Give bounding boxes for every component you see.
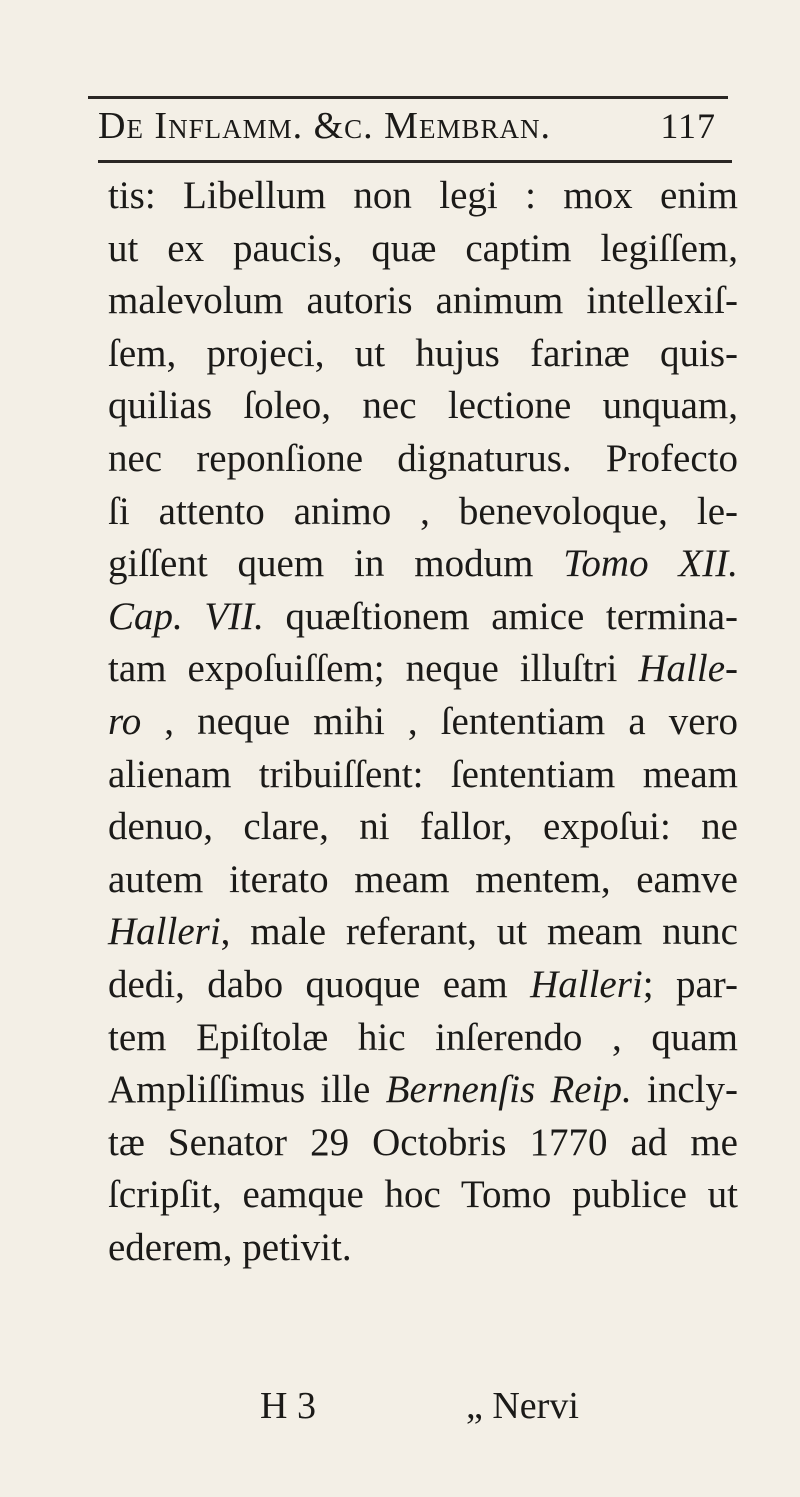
- running-head: De Inflamm. &c. Membran.: [98, 105, 551, 147]
- text-line: [108, 1012, 738, 1065]
- text-span: autem iterato meam mentem, eamve: [108, 857, 738, 901]
- text-line: [108, 1169, 738, 1222]
- text-span: ederem, petivit.: [108, 1225, 352, 1269]
- text-span: ſem, projeci, ut hujus farinæ quis-: [108, 331, 738, 375]
- text-span: nec reponſione dignaturus. Profecto: [108, 436, 738, 480]
- italic-name: ro: [108, 699, 142, 743]
- text-span: dedi, dabo quoque eam: [108, 962, 531, 1006]
- body-text: [108, 170, 738, 1274]
- text-line: [108, 170, 738, 223]
- text-line: [108, 696, 738, 749]
- signature-mark: H 3: [260, 1385, 316, 1427]
- text-line: [108, 275, 738, 328]
- text-line: [108, 328, 738, 381]
- catchword: „ Nervi: [466, 1385, 579, 1427]
- text-span: , male referant, ut meam nunc: [220, 910, 738, 954]
- text-line: [108, 801, 738, 854]
- text-line: [108, 959, 738, 1012]
- text-span: ; par-: [642, 962, 738, 1006]
- page-header: [98, 104, 716, 156]
- text-line: [108, 1222, 738, 1275]
- top-rule: [88, 96, 728, 99]
- text-span: giſſent quem in modum: [108, 542, 564, 586]
- text-line: [108, 1117, 738, 1170]
- text-span: quæſtionem amice termina-: [263, 594, 738, 638]
- text-span: Ampliſſimus ille: [108, 1068, 386, 1112]
- italic-name: Halleri: [108, 910, 221, 954]
- text-span: tem Epiſtolæ hic inſerendo , quam: [108, 1015, 738, 1059]
- text-line: [108, 538, 738, 591]
- italic-reference: Cap. VII.: [108, 594, 264, 638]
- text-span: ſi attento animo , benevoloque, le-: [108, 489, 738, 533]
- text-span: ſcripſit, eamque hoc Tomo publice ut: [108, 1173, 738, 1217]
- italic-name: Halleri: [530, 962, 643, 1006]
- text-span: alienam tribuiſſent: ſententiam meam: [108, 752, 738, 796]
- text-line: [108, 749, 738, 802]
- italic-reference: Tomo XII.: [563, 542, 738, 586]
- page-number: 117: [660, 106, 716, 146]
- text-span: tam expoſuiſſem; neque illuſtri: [108, 647, 639, 691]
- text-line: [108, 643, 738, 696]
- italic-name: Bernenſis Reip.: [385, 1068, 632, 1112]
- text-line: [108, 486, 738, 539]
- text-line: [108, 591, 738, 644]
- text-line: [108, 380, 738, 433]
- text-span: denuo, clare, ni fallor, expoſui: ne: [108, 805, 738, 849]
- text-line: [108, 433, 738, 486]
- text-span: , neque mihi , ſententiam a vero: [141, 699, 738, 743]
- text-line: [108, 854, 738, 907]
- text-line: [108, 223, 738, 276]
- text-span: incly-: [631, 1068, 739, 1112]
- text-span: tæ Senator 29 Octobris 1770 ad me: [108, 1120, 738, 1164]
- text-span: malevolum autoris animum intellexiſ-: [108, 279, 738, 323]
- text-span: tis: Libellum non legi : mox enim: [108, 174, 738, 217]
- italic-name: Halle-: [638, 647, 738, 691]
- text-line: [108, 906, 738, 959]
- header-rule: [98, 160, 732, 163]
- text-span: quilias ſoleo, nec lectione unquam,: [108, 384, 738, 428]
- text-span: ut ex paucis, quæ captim legiſſem,: [108, 226, 738, 270]
- text-line: [108, 1064, 738, 1117]
